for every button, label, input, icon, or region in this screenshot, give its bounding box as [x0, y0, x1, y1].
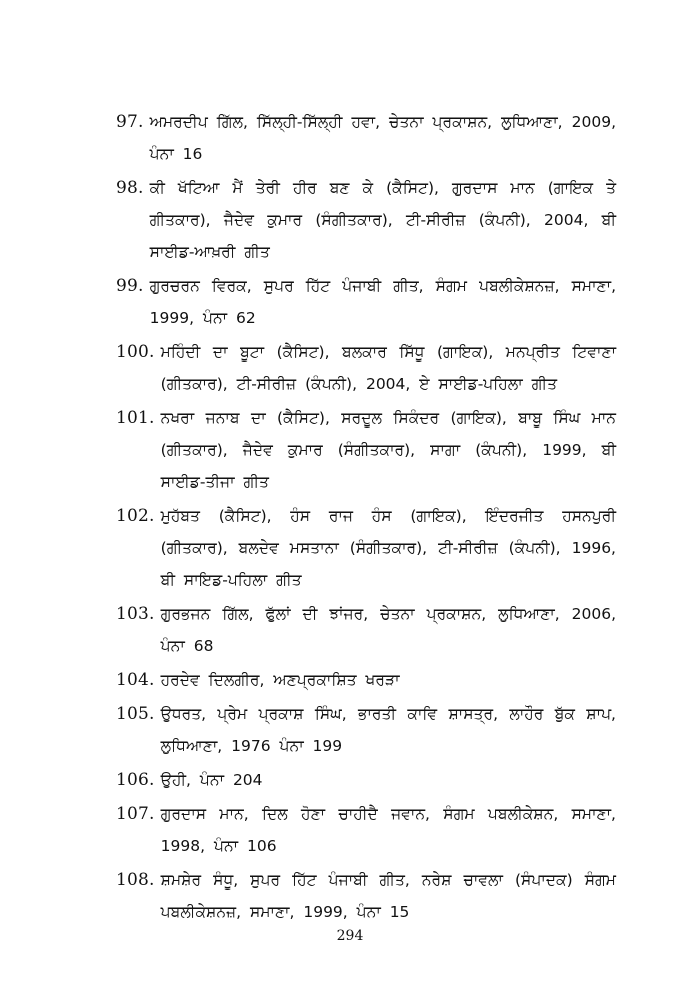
- reference-entry: [116, 764, 616, 796]
- entry-text: ਮਹਿੰਦੀ ਦਾ ਬੂਟਾ (ਕੈਸਿਟ), ਬਲਕਾਰ ਸਿੱਧੂ (ਗਾਇਕ), ਮਨਪ੍ਰੀਤ ਟਿਵਾਣਾ (ਗੀਤਕਾਰ), ਟੀ-ਸੀਰੀਜ਼ (ਕੰਪਨੀ), 2004, ਏ ਸਾਈਡ-ਪਹਿਲਾ ਗੀਤ: [160, 343, 616, 393]
- reference-entry: [116, 798, 616, 862]
- entry-number: 99.: [116, 276, 144, 296]
- entry-text: ਅਮਰਦੀਪ ਗਿੱਲ, ਸਿੱਲ੍ਹੀ-ਸਿੱਲ੍ਹੀ ਹਵਾ, ਚੇਤਨਾ ਪ੍ਰਕਾਸ਼ਨ, ਲੁਧਿਆਣਾ, 2009, ਪੰਨਾ 16: [149, 113, 616, 163]
- entry-text: ਹਰਦੇਵ ਦਿਲਗੀਰ, ਅਣਪ੍ਰਕਾਸ਼ਿਤ ਖਰੜਾ: [160, 671, 400, 689]
- entry-number: 104.: [116, 670, 155, 690]
- entry-number: 100.: [116, 342, 155, 362]
- reference-entry: [116, 500, 616, 596]
- entry-text: ਗੁਰਚਰਨ ਵਿਰਕ, ਸੁਪਰ ਹਿੱਟ ਪੰਜਾਬੀ ਗੀਤ, ਸੰਗਮ ਪਬਲੀਕੇਸ਼ਨਜ਼, ਸਮਾਣਾ, 1999, ਪੰਨਾ 62: [149, 277, 616, 327]
- reference-entry: [116, 598, 616, 662]
- entry-number: 98.: [116, 178, 144, 198]
- entry-text: ਕੀ ਖੱਟਿਆ ਮੈਂ ਤੇਰੀ ਹੀਰ ਬਣ ਕੇ (ਕੈਸਿਟ), ਗੁਰਦਾਸ ਮਾਨ (ਗਾਇਕ ਤੇ ਗੀਤਕਾਰ), ਜੈਦੇਵ ਕੁਮਾਰ (ਸੰਗੀਤਕਾਰ), ਟੀ-ਸੀਰੀਜ਼ (ਕੰਪਨੀ), 2004, ਬੀ ਸਾਈਡ-ਆਖ਼ਰੀ ਗੀਤ: [149, 179, 616, 261]
- entry-text: ਉਹੀ, ਪੰਨਾ 204: [160, 771, 263, 789]
- entry-text: ਸ਼ਮਸ਼ੇਰ ਸੰਧੂ, ਸੁਪਰ ਹਿੱਟ ਪੰਜਾਬੀ ਗੀਤ, ਨਰੇਸ਼ ਚਾਵਲਾ (ਸੰਪਾਦਕ) ਸੰਗਮ ਪਬਲੀਕੇਸ਼ਨਜ਼, ਸਮਾਣਾ, 1999, ਪੰਨਾ 15: [160, 871, 616, 921]
- reference-entry: [116, 402, 616, 498]
- entry-text: ਗੁਰਭਜਨ ਗਿੱਲ, ਫੁੱਲਾਂ ਦੀ ਝਾਂਜਰ, ਚੇਤਨਾ ਪ੍ਰਕਾਸ਼ਨ, ਲੁਧਿਆਣਾ, 2006, ਪੰਨਾ 68: [160, 605, 616, 655]
- entry-text: ਉਧਰਤ, ਪ੍ਰੇਮ ਪ੍ਰਕਾਸ਼ ਸਿੰਘ, ਭਾਰਤੀ ਕਾਵਿ ਸ਼ਾਸਤ੍ਰ, ਲਾਹੌਰ ਬੁੱਕ ਸ਼ਾਪ, ਲੁਧਿਆਣਾ, 1976 ਪੰਨਾ 199: [160, 705, 616, 755]
- reference-list: [116, 106, 616, 930]
- reference-entry: [116, 864, 616, 928]
- reference-entry: [116, 336, 616, 400]
- reference-entry: [116, 172, 616, 268]
- reference-entry: [116, 698, 616, 762]
- page-number: 294: [336, 928, 364, 944]
- entry-number: 102.: [116, 506, 155, 526]
- entry-number: 106.: [116, 770, 155, 790]
- entry-text: ਨਖਰਾ ਜਨਾਬ ਦਾ (ਕੈਸਿਟ), ਸਰਦੂਲ ਸਿਕੰਦਰ (ਗਾਇਕ), ਬਾਬੂ ਸਿੰਘ ਮਾਨ (ਗੀਤਕਾਰ), ਜੈਦੇਵ ਕੁਮਾਰ (ਸੰਗੀਤਕਾਰ), ਸਾਗਾ (ਕੰਪਨੀ), 1999, ਬੀ ਸਾਈਡ-ਤੀਜਾ ਗੀਤ: [160, 409, 616, 491]
- entry-text: ਗੁਰਦਾਸ ਮਾਨ, ਦਿਲ ਹੋਣਾ ਚਾਹੀਦੈ ਜਵਾਨ, ਸੰਗਮ ਪਬਲੀਕੇਸ਼ਨ, ਸਮਾਣਾ, 1998, ਪੰਨਾ 106: [160, 805, 616, 855]
- entry-number: 107.: [116, 804, 155, 824]
- entry-number: 101.: [116, 408, 155, 428]
- reference-entry: [116, 270, 616, 334]
- entry-number: 105.: [116, 704, 155, 724]
- entry-number: 103.: [116, 604, 155, 624]
- reference-entry: [116, 106, 616, 170]
- reference-entry: [116, 664, 616, 696]
- entry-number: 97.: [116, 112, 144, 132]
- entry-number: 108.: [116, 870, 155, 890]
- entry-text: ਮੁਹੱਬਤ (ਕੈਸਿਟ), ਹੰਸ ਰਾਜ ਹੰਸ (ਗਾਇਕ), ਇੰਦਰਜੀਤ ਹਸਨਪੁਰੀ (ਗੀਤਕਾਰ), ਬਲਦੇਵ ਮਸਤਾਨਾ (ਸੰਗੀਤਕਾਰ), ਟੀ-ਸੀਰੀਜ਼ (ਕੰਪਨੀ), 1996, ਬੀ ਸਾਇਡ-ਪਹਿਲਾ ਗੀਤ: [160, 507, 616, 589]
